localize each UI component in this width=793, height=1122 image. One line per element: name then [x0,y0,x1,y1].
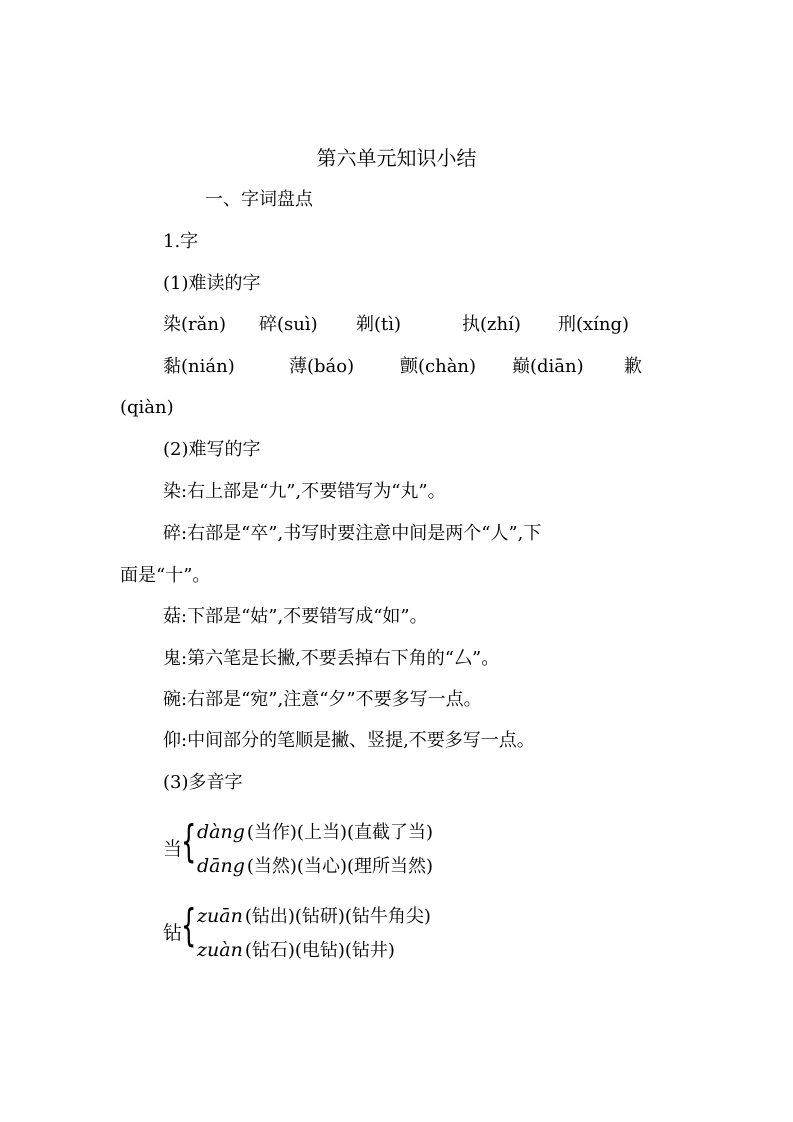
reading-row [197,852,433,878]
char-item: 染(rǎn) [163,314,226,335]
pinyin: zuàn [197,939,243,961]
char-item: 黏(nián) [163,356,235,377]
pinyin: dàng [197,821,245,843]
hard-write-line: 鬼:第六笔是长撇,不要丢掉右下角的“厶”。 [163,648,500,669]
words: (当然)(当心)(理所当然) [246,856,434,877]
page-title: 第六单元知识小结 [316,146,477,170]
hard-write-heading: (2)难写的字 [163,439,261,460]
polyphonic-heading: (3)多音字 [163,772,243,793]
char-item: 碎(suì) [259,314,318,335]
char-item: 薄(báo) [289,356,355,377]
pinyin: zuān [197,905,243,927]
char-item: 剃(tì) [356,314,402,335]
reading-row [197,936,395,962]
hard-write-line: 面是“十”。 [120,565,211,586]
hard-write-line: 染:右上部是“九”,不要错写为“丸”。 [163,481,446,502]
hard-write-line: 碎:右部是“卒”,书写时要注意中间是两个“人”,下 [163,523,542,544]
words: (当作)(上当)(直截了当) [246,822,434,843]
hard-write-line: 碗:右部是“宛”,注意“夕”不要多写一点。 [163,689,482,710]
char-item: 颤(chàn) [400,356,477,377]
subsection-heading: 1.字 [163,231,199,252]
char-item: 巅(diān) [512,356,584,377]
brace-icon: { [181,900,197,951]
reading-row [197,902,431,928]
char-item: 执(zhí) [462,314,521,335]
hard-read-heading: (1)难读的字 [163,273,261,294]
polyphonic-char: 钻 [163,922,183,944]
hard-write-line: 菇:下部是“姑”,不要错写成“如”。 [163,606,428,627]
polyphonic-char: 当 [163,838,183,860]
reading-row [197,818,433,844]
words: (钻出)(钻研)(钻牛角尖) [244,906,431,927]
words: (钻石)(电钻)(钻井) [244,940,395,961]
char-item: 刑(xíng) [558,314,630,335]
hard-read-row-3: (qiàn) [120,397,174,418]
char-item: 歉 [624,356,642,377]
brace-icon: { [181,816,197,867]
hard-write-line: 仰:中间部分的笔顺是撇、竖提,不要多写一点。 [163,730,535,751]
pinyin: dāng [197,855,245,877]
section-heading: 一、字词盘点 [205,189,313,210]
